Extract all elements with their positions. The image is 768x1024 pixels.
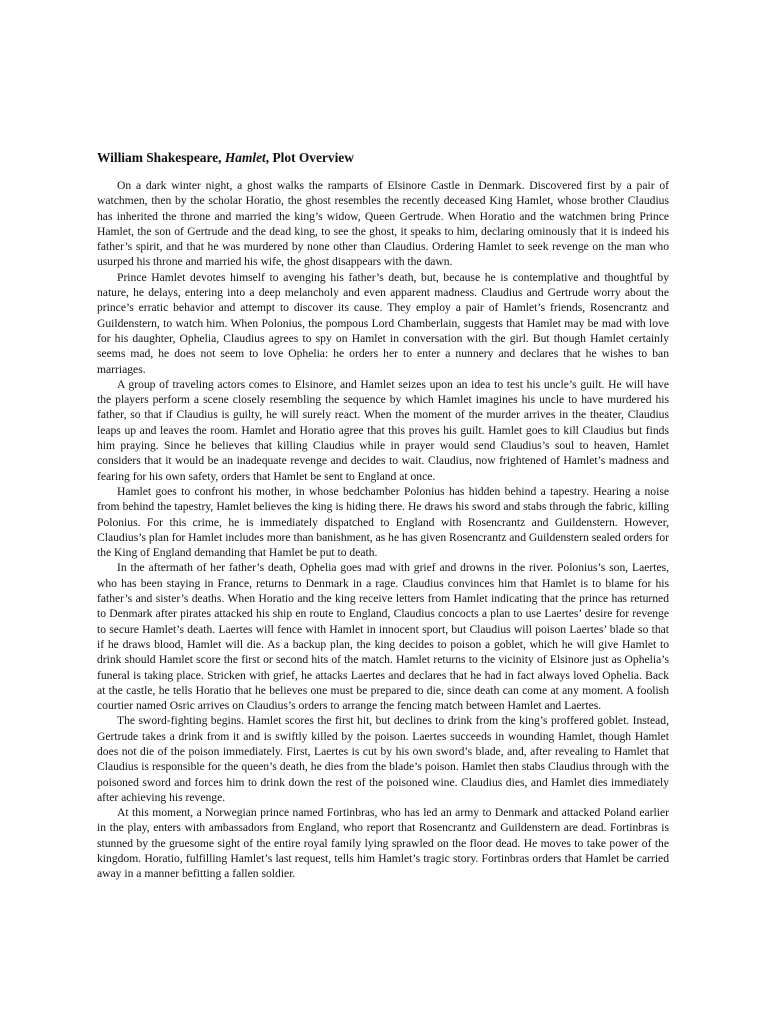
paragraph-3: A group of traveling actors comes to Elsinore, and Hamlet seizes upon an idea to test his uncle’s guilt. He will have the players perform a scene closely resembling the sequence by which Hamlet imagines his uncle to have murdered his father, so that if Claudius is guilty, he will surely react. When the moment of the murder arrives in the theater, Claudius leaps up and leaves the room. Hamlet and Horatio agree that this proves his guilt. Hamlet goes to kill Claudius but finds him praying. Since he believes that killing Claudius while in prayer would send Claudius’s soul to heaven, Hamlet considers that it would be an inadequate revenge and decides to wait. Claudius, now frightened of Hamlet’s madness and fearing for his own safety, orders that Hamlet be sent to England at once. (97, 377, 669, 483)
paragraph-5: In the aftermath of her father’s death, Ophelia goes mad with grief and drowns in the river. Polonius’s son, Laertes, who has been staying in France, returns to Denmark in a rage. Claudius convinces him that Hamlet is to blame for his father’s and sister’s deaths. When Horatio and the king receive letters from Hamlet indicating that the prince has returned to Denmark after pirates attacked his ship en route to England, Claudius concocts a plan to use Laertes’ desire for revenge to secure Hamlet’s death. Laertes will fence with Hamlet in innocent sport, but Claudius will poison Laertes’ blade so that if he draws blood, Hamlet will die. As a backup plan, the king decides to poison a goblet, which he will give Hamlet to drink should Hamlet score the first or second hits of the match. Hamlet returns to the vicinity of Elsinore just as Ophelia’s funeral is taking place. Stricken with grief, he attacks Laertes and declares that he had in fact always loved Ophelia. Back at the castle, he tells Horatio that he believes one must be prepared to die, since death can come at any moment. A foolish courtier named Osric arrives on Claudius’s orders to arrange the fencing match between Hamlet and Laertes. (97, 561, 669, 713)
paragraph-2: Prince Hamlet devotes himself to avenging his father’s death, but, because he is contemplative and thoughtful by nature, he delays, entering into a deep melancholy and even apparent madness. Claudius and Gertrude worry about the prince’s erratic behavior and attempt to discover its cause. They employ a pair of Hamlet’s friends, Rosencrantz and Guildenstern, to watch him. When Polonius, the pompous Lord Chamberlain, suggests that Hamlet may be mad with love for his daughter, Ophelia, Claudius agrees to spy on Hamlet in conversation with the girl. But though Hamlet certainly seems mad, he does not seem to love Ophelia: he orders her to enter a nunnery and declares that he wishes to ban marriages. (97, 270, 669, 376)
title-work: Hamlet (224, 150, 266, 165)
paragraph-1: On a dark winter night, a ghost walks the ramparts of Elsinore Castle in Denmark. Discovered first by a pair of watchmen, then by the scholar Horatio, the ghost resembles the recently deceased King Hamlet, whose brother Claudius has inherited the throne and married the king’s widow, Queen Gertrude. When Horatio and the watchmen bring Prince Hamlet, the son of Gertrude and the dead king, to see the ghost, it speaks to him, declaring ominously that it is indeed his father’s spirit, and that he was murdered by none other than Claudius. Ordering Hamlet to seek revenge on the man who usurped his throne and married his wife, the ghost disappears with the dawn. (97, 179, 669, 269)
document-page (97, 150, 669, 882)
paragraph-6: The sword-fighting begins. Hamlet scores the first hit, but declines to drink from the king’s proffered goblet. Instead, Gertrude takes a drink from it and is swiftly killed by the poison. Laertes succeeds in wounding Hamlet, though Hamlet does not die of the poison immediately. First, Laertes is cut by his own sword’s blade, and, after revealing to Hamlet that Claudius is responsible for the queen’s death, he dies from the blade’s poison. Hamlet then stabs Claudius through with the poisoned sword and forces him to drink down the rest of the poisoned wine. Claudius dies, and Hamlet dies immediately after achieving his revenge. (97, 714, 669, 804)
title-suffix: , Plot Overview (265, 150, 354, 165)
document-title (97, 150, 669, 166)
paragraph-4: Hamlet goes to confront his mother, in whose bedchamber Polonius has hidden behind a tapestry. Hearing a noise from behind the tapestry, Hamlet believes the king is hiding there. He draws his sword and stabs through the fabric, killing Polonius. For this crime, he is immediately dispatched to England with Rosencrantz and Guildenstern. However, Claudius’s plan for Hamlet includes more than banishment, as he has given Rosencrantz and Guildenstern sealed orders for the King of England demanding that Hamlet be put to death. (97, 484, 669, 560)
paragraph-7: At this moment, a Norwegian prince named Fortinbras, who has led an army to Denmark and attacked Poland earlier in the play, enters with ambassadors from England, who report that Rosencrantz and Guildenstern are dead. Fortinbras is stunned by the gruesome sight of the entire royal family lying sprawled on the floor dead. He moves to take power of the kingdom. Horatio, fulfilling Hamlet’s last request, tells him Hamlet’s tragic story. Fortinbras orders that Hamlet be carried away in a manner befitting a fallen soldier. (97, 806, 669, 881)
title-author: William Shakespeare, (97, 150, 225, 165)
